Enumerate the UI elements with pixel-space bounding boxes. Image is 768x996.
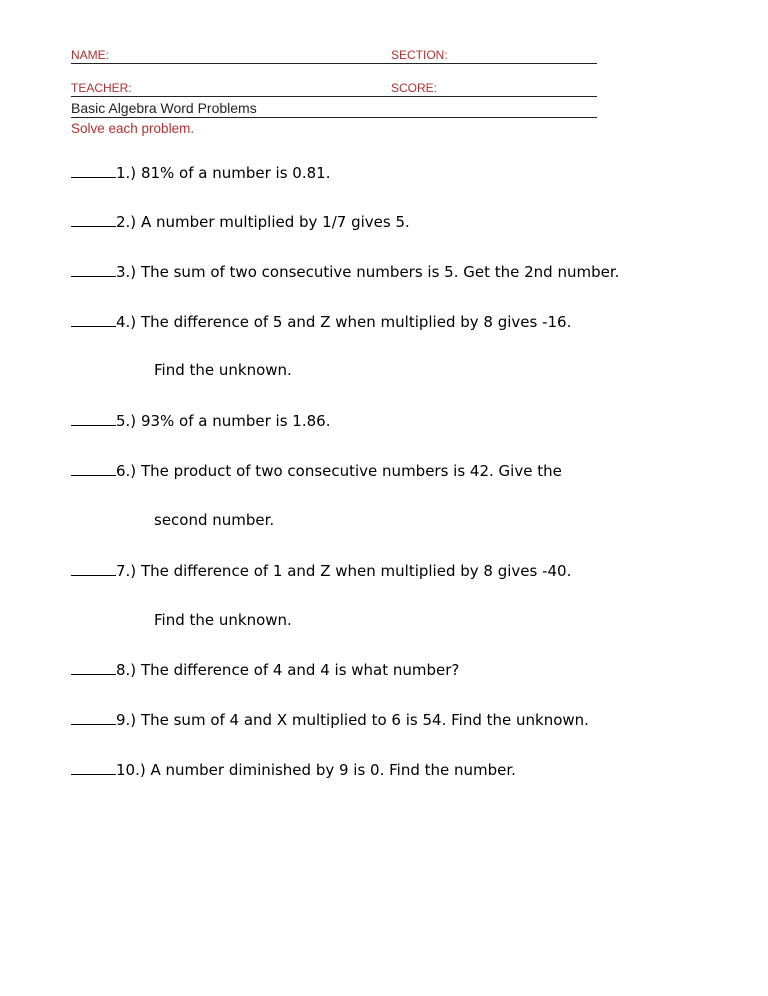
problem-number: 1.) [116,164,137,182]
problem-1 [71,163,330,182]
answer-blank [71,710,116,725]
problem-text: The difference of 1 and Z when multiplied by 8 gives -40. [140,562,572,580]
answer-blank [71,760,116,775]
problem-text: 81% of a number is 0.81. [140,164,331,182]
problem-10 [71,760,516,779]
problem-number: 2.) [116,213,137,231]
problem-text: The difference of 5 and Z when multiplied by 8 gives -16. [140,313,572,331]
instructions: Solve each problem. [71,121,195,136]
header-row-teacher [71,78,597,97]
problem-number: 8.) [116,661,137,679]
problem-number: 6.) [116,462,137,480]
problem-number: 10.) [116,761,146,779]
problem-2 [71,212,410,231]
problem-9 [71,710,589,729]
problem-3 [71,262,619,281]
problem-4-continuation: Find the unknown. [154,361,292,379]
problem-text: A number multiplied by 1/7 gives 5. [140,213,410,231]
problem-6 [71,461,562,480]
problem-6-continuation: second number. [154,511,275,529]
answer-blank [71,163,116,178]
score-label: SCORE: [391,81,438,95]
problem-number: 5.) [116,412,137,430]
problem-text: The difference of 4 and 4 is what number? [140,661,460,679]
problem-number: 3.) [116,263,137,281]
answer-blank [71,262,116,277]
problem-text: The sum of two consecutive numbers is 5. Get the 2nd number. [140,263,620,281]
problem-4 [71,312,571,331]
problem-number: 9.) [116,711,137,729]
section-label: SECTION: [391,48,448,62]
problem-7-continuation: Find the unknown. [154,611,292,629]
teacher-label: TEACHER: [71,81,132,95]
answer-blank [71,411,116,426]
problem-number: 7.) [116,562,137,580]
answer-blank [71,561,116,576]
answer-blank [71,660,116,675]
problem-number: 4.) [116,313,137,331]
problem-text: A number diminished by 9 is 0. Find the number. [150,761,516,779]
answer-blank [71,212,116,227]
problem-text: The product of two consecutive numbers is 42. Give the [140,462,562,480]
worksheet-title: Basic Algebra Word Problems [71,100,257,116]
problem-8 [71,660,459,679]
header-row-name [71,45,597,64]
problem-7 [71,561,571,580]
problem-5 [71,411,330,430]
name-label: NAME: [71,48,110,62]
problem-text: The sum of 4 and X multiplied to 6 is 54. Find the unknown. [140,711,589,729]
problem-text: 93% of a number is 1.86. [140,412,331,430]
answer-blank [71,312,116,327]
title-row [71,98,597,118]
answer-blank [71,461,116,476]
